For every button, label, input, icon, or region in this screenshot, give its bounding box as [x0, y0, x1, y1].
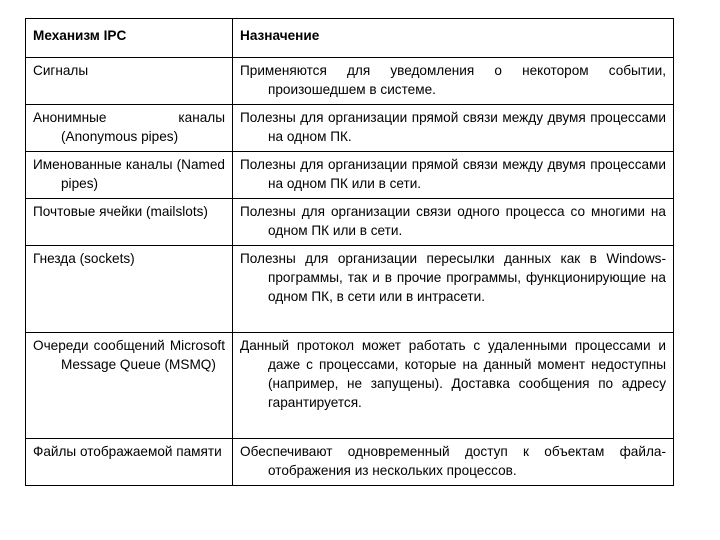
- table-row: [26, 199, 674, 246]
- mechanism-cell: [26, 439, 233, 486]
- table-row: [26, 246, 674, 333]
- header-mechanism: Механизм IPC: [26, 19, 233, 58]
- purpose-cell: [233, 58, 674, 105]
- purpose-text: Применяются для уведомления о некотором событии, произошедшем в системе.: [240, 63, 666, 97]
- purpose-cell: [233, 439, 674, 486]
- purpose-text: Обеспечивают одновременный доступ к объектам файла- отображения из нескольких процессов.: [240, 444, 666, 478]
- header-purpose: Назначение: [233, 19, 674, 58]
- purpose-cell: [233, 246, 674, 333]
- mechanism-text: Именованные каналы (Named pipes): [33, 157, 225, 191]
- table-body: [26, 58, 674, 486]
- table-row: [26, 105, 674, 152]
- purpose-cell: [233, 333, 674, 439]
- purpose-text: Полезны для организации прямой связи между двумя процессами на одном ПК или в сети.: [240, 157, 666, 191]
- mechanism-text: Почтовые ячейки (mailslots): [33, 204, 208, 219]
- purpose-text: Полезны для организации связи одного процесса со многими на одном ПК или в сети.: [240, 204, 666, 238]
- mechanism-text: Сигналы: [33, 63, 89, 78]
- table-header: [26, 19, 674, 58]
- mechanism-text: Очереди сообщений Microsoft Message Queue (MSMQ): [33, 338, 225, 372]
- header-row: [26, 19, 674, 58]
- mechanism-cell: [26, 199, 233, 246]
- purpose-text: Полезны для организации прямой связи между двумя процессами на одном ПК.: [240, 110, 666, 144]
- purpose-cell: [233, 199, 674, 246]
- mechanism-cell: [26, 333, 233, 439]
- purpose-cell: [233, 152, 674, 199]
- mechanism-text: Файлы отображаемой памяти: [33, 444, 222, 459]
- mechanism-cell: [26, 246, 233, 333]
- purpose-text: Полезны для организации пересылки данных как в Windows-программы, так и в прочие программы, функционирующие на одном ПК, в сети или в интрасети.: [240, 251, 666, 304]
- table-row: [26, 439, 674, 486]
- purpose-cell: [233, 105, 674, 152]
- mechanism-cell: [26, 152, 233, 199]
- table-row: [26, 333, 674, 439]
- mechanism-text: Гнезда (sockets): [33, 251, 135, 266]
- mechanism-cell: [26, 105, 233, 152]
- table-row: [26, 152, 674, 199]
- purpose-text: Данный протокол может работать с удаленными процессами и даже с процессами, которые на данный момент недоступны (например, не запущены). Доставка сообщения по адресу гарантируется.: [240, 338, 666, 410]
- table-row: [26, 58, 674, 105]
- mechanism-text: Анонимные каналы (Anonymous pipes): [33, 110, 225, 144]
- ipc-mechanisms-table: [25, 18, 674, 486]
- mechanism-cell: [26, 58, 233, 105]
